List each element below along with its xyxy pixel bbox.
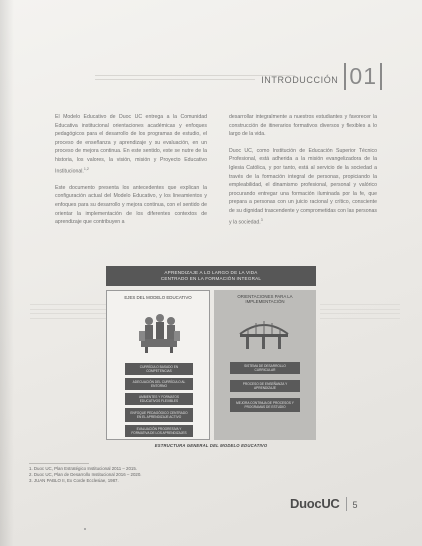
paragraph: desarrollar integralmente a nuestros estudiantes y favorecer la construcción de itinerarios formativos diversos y flexibles a lo largo de la vida. — [229, 114, 377, 138]
duoc-uc-logo: DuocUC — [290, 496, 340, 511]
paragraph: Este documento presenta los antecedentes que explican la configuración actual del Modelo Educativo, y los lineamientos y enfoques para su desarrollo y mejora continua, con el sentido de orientar la implementación de los diferentes contextos de aprendizaje que contribuyen a — [55, 184, 207, 226]
diagram-item: ADECUACIÓN DEL CURRÍCULO AL ENTORNO — [125, 378, 193, 390]
left-panel-title: EJES DEL MODELO EDUCATIVO — [124, 295, 192, 300]
body-column-right — [229, 113, 377, 235]
background-text-texture — [30, 300, 110, 322]
diagram-item: PROCESO DE ENSEÑANZA Y APRENDIZAJE — [230, 380, 300, 392]
background-text-texture — [320, 300, 400, 322]
diagram-item: AMBIENTES Y FORMATOS EDUCATIVOS FLEXIBLES — [125, 393, 193, 405]
footnote: 3. JUAN PABLO II, Ex Corde Ecclesiae, 1987. — [29, 478, 119, 484]
body-column-left — [55, 113, 207, 235]
diagram-banner: APRENDIZAJE A LO LARGO DE LA VIDA CENTRADO EN LA FORMACIÓN INTEGRAL — [106, 266, 316, 286]
paragraph: Duoc UC, como Institución de Educación Superior Técnico Profesional, está adherida a la misión evangelizadora de la Iglesia Católica, y por tanto, está al servicio de la sociedad a través de la formación integral de personas, propiciando la empleabilidad, el dinamismo profesional, personal y valórico procurando entregar una formación iluminada por la fe, que prepara a personas con un juicio racional y crítico, consciente de su dignidad trascendente y comprometidas con las personas y la sociedad.$^3$ — [229, 147, 377, 226]
footer-divider — [346, 497, 347, 511]
right-panel-title: ORIENTACIONES PARA LA IMPLEMENTACIÓN — [237, 294, 293, 305]
footnote-divider — [29, 463, 89, 464]
paragraph: El Modelo Educativo de Duoc UC entrega a la Comunidad Educativa institucional orientaciones académicas y enfoques pedagógicos para el desarrollo de los programas de estudio, el proceso de enseñanza y aprendizaje y su evaluación, en un proceso de mejora continua. En este sentido, este se nutre de la historia, los valores, la visión, misión y Proyecto Educativo Institucional.$^{1,2}$ — [55, 114, 207, 175]
section-number: 01 — [344, 63, 382, 90]
education-model-diagram — [106, 266, 316, 448]
bridge-illustration-icon — [238, 308, 290, 354]
page-number: 5 — [352, 500, 358, 510]
section-title: INTRODUCCIÓN — [261, 75, 339, 85]
diagram-caption: ESTRUCTURA GENERAL DEL MODELO EDUCATIVO — [154, 443, 268, 448]
diagram-item: CURRÍCULO BASADO EN COMPETENCIAS — [125, 363, 193, 375]
footer-brand — [290, 496, 358, 511]
diagram-item: ENFOQUE PEDAGÓGICO CENTRADO EN EL APRENDIZAJE ACTIVO — [125, 408, 193, 422]
diagram-item: MEJORA CONTINUA DE PROCESOS Y PROGRAMAS DE ESTUDIO — [230, 398, 300, 412]
page-fold-shadow — [0, 0, 14, 546]
footnotes — [29, 463, 249, 485]
footnote: 1. Duoc UC, Plan Estratégico Institucional 2011 – 2015. — [29, 466, 138, 471]
scan-speck — [84, 528, 86, 530]
diagram-left-panel — [106, 290, 210, 440]
diagram-item: SISTEMA DE DESARROLLO CURRICULAR — [230, 362, 300, 374]
people-illustration-icon — [133, 309, 185, 355]
section-header — [261, 58, 382, 90]
footnote: 2. Duoc UC, Plan de Desarrollo Institucional 2016 – 2020. — [29, 472, 142, 478]
diagram-item: EVALUACIÓN PROGRESIVA Y FORMATIVA DE LOS APRENDIZAJES — [125, 425, 193, 437]
diagram-right-panel — [214, 290, 316, 440]
